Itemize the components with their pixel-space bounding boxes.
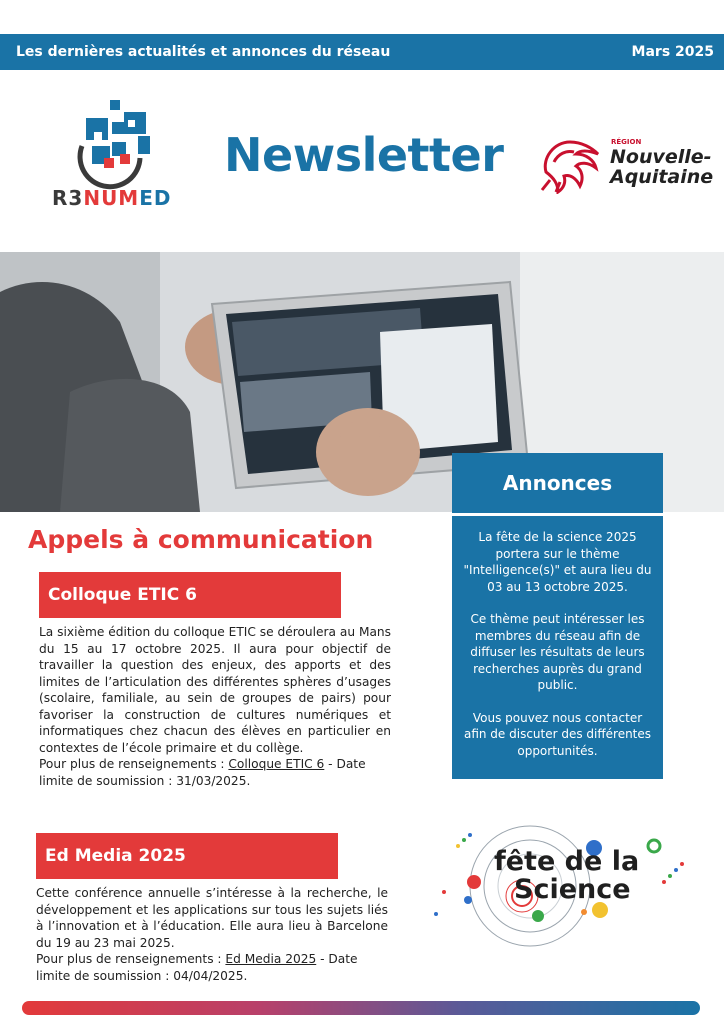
annonces-paragraph: La fête de la science 2025 portera sur le thème "Intelligence(s)" et aura lieu du 03 au 13 octobre 2025. [463,530,652,594]
deadline-text: - Date limite de soumission : 04/04/2025. [36,952,358,983]
fete-line2: Science [514,874,631,905]
r3numed-wordmark [52,186,171,210]
fete-de-la-science-logo-icon [418,822,700,950]
wordmark-r3: R3 [52,186,84,210]
bottom-gradient-bar [22,1001,700,1015]
annonces-heading: Annonces [452,453,663,513]
region-line2: Aquitaine [610,166,714,188]
newsletter-title: Newsletter [224,128,504,182]
item-body-etic [39,624,391,789]
header-tagline: Les dernières actualités et annonces du réseau [16,44,391,60]
item-title-etic: Colloque ETIC 6 [39,572,341,618]
item-title-edmedia: Ed Media 2025 [36,833,338,879]
annonces-box [452,516,663,779]
item-description: La sixième édition du colloque ETIC se déroulera au Mans du 15 au 17 octobre 2025. Il aura pour objectif de travailler la question des enjeux, des apports et des limites de l’articulation des différentes sphères d’usages (scolaire, familiale, au sein de groupes de pairs) pour favoriser la construction de cultures numériques et informatiques chez chacun des élèves en particulier en contextes de l’école primaire et du collège. [39,625,391,755]
region-lion-icon [536,132,606,194]
annonces-paragraph: Vous pouvez nous contacter afin de discuter des différentes opportunités. [463,710,652,758]
fete-line1: fête de la [494,846,640,877]
annonces-paragraph: Ce thème peut intéresser les membres du réseau afin de diffuser les résultats de leurs recherches auprès du grand public. [470,612,645,692]
item-more-info [39,756,391,789]
wordmark-ed: ED [139,186,172,210]
wordmark-num: NUM [83,186,140,210]
item-description: Cette conférence annuelle s’intéresse à la recherche, le développement et les applications sur tous les sujets liés à l’innovation et à l’éducation. Elle aura lieu à Barcelone du 19 au 23 mai 2025. [36,886,388,950]
ed-media-link[interactable]: Ed Media 2025 [225,952,317,966]
more-prefix: Pour plus de renseignements : [39,757,229,771]
deadline-text: - Date limite de soumission : 31/03/2025. [39,757,366,788]
item-body-edmedia [36,885,388,984]
header-date: Mars 2025 [631,44,714,60]
top-banner [0,34,724,70]
item-more-info [36,951,388,984]
appels-heading: Appels à communication [28,525,374,554]
more-prefix: Pour plus de renseignements : [36,952,226,966]
region-label: RÉGION [611,138,642,146]
region-name [610,147,713,187]
colloque-etic-link[interactable]: Colloque ETIC 6 [228,757,325,771]
region-line1: Nouvelle- [610,146,712,168]
